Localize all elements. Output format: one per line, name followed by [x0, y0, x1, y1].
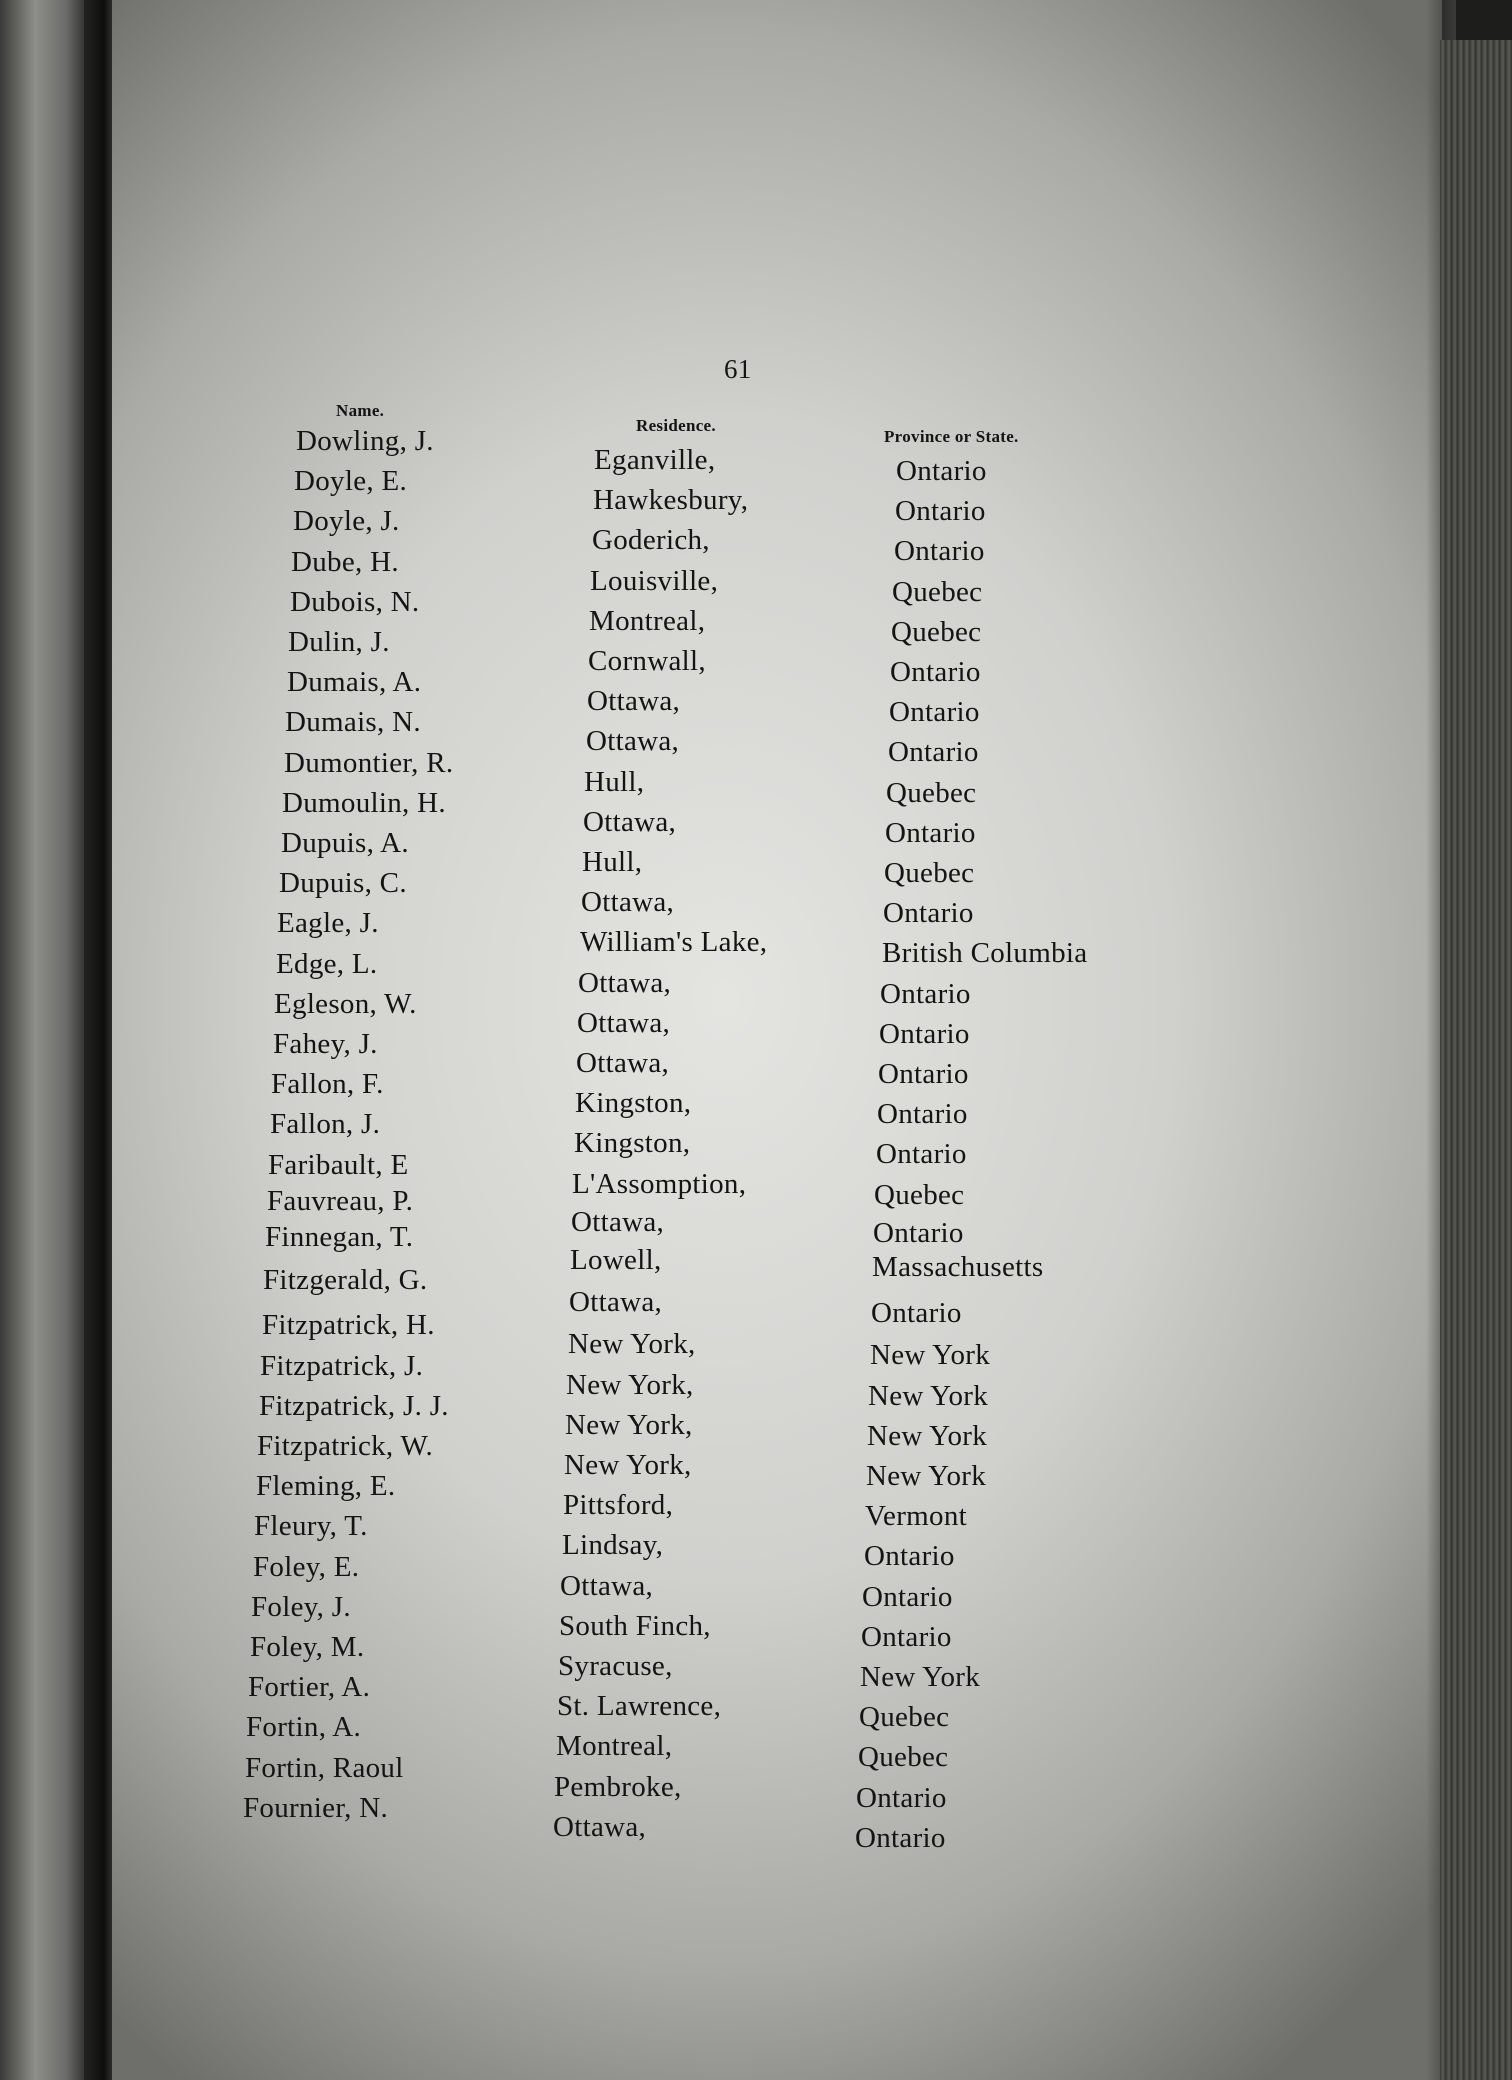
roster-residence-cell: Pembroke,: [554, 1771, 682, 1803]
roster-residence-cell: Goderich,: [592, 524, 710, 556]
roster-name-cell: Foley, J.: [251, 1591, 351, 1623]
roster-name-cell: Finnegan, T.: [265, 1221, 414, 1253]
roster-name-cell: Dube, H.: [291, 546, 399, 578]
roster-name-cell: Faribault, E: [268, 1149, 409, 1181]
roster-residence-cell: Cornwall,: [588, 645, 706, 677]
roster-province-cell: New York: [868, 1380, 989, 1412]
roster-province-cell: Quebec: [892, 576, 983, 608]
page-number: 61: [724, 354, 752, 384]
roster-province-cell: Ontario: [879, 1018, 970, 1050]
roster-province-cell: New York: [870, 1339, 991, 1371]
roster-name-cell: Fitzpatrick, H.: [262, 1309, 435, 1341]
roster-residence-cell: New York,: [564, 1449, 692, 1481]
roster-name-cell: Fitzpatrick, J. J.: [259, 1390, 449, 1422]
column-header-province: Province or State.: [884, 427, 1019, 446]
roster-province-cell: British Columbia: [882, 937, 1088, 969]
roster-residence-cell: Ottawa,: [571, 1206, 665, 1238]
roster-residence-cell: New York,: [566, 1369, 694, 1401]
roster-province-cell: Ontario: [888, 736, 979, 768]
roster-residence-cell: Ottawa,: [576, 1047, 670, 1079]
roster-name-cell: Edge, L.: [276, 948, 378, 980]
roster-province-cell: New York: [867, 1420, 988, 1452]
roster-province-cell: Quebec: [858, 1741, 949, 1773]
roster-name-cell: Dupuis, A.: [281, 827, 409, 859]
roster-residence-cell: Montreal,: [556, 1730, 673, 1762]
roster-name-cell: Dumais, N.: [285, 706, 421, 738]
roster-province-cell: Massachusetts: [872, 1251, 1044, 1283]
roster-residence-cell: Lindsay,: [562, 1529, 664, 1561]
roster-province-cell: Ontario: [861, 1621, 952, 1653]
roster-residence-cell: South Finch,: [559, 1610, 711, 1642]
roster-name-cell: Foley, E.: [253, 1551, 360, 1583]
roster-province-cell: Ontario: [895, 495, 986, 527]
roster-name-cell: Fauvreau, P.: [267, 1185, 414, 1217]
roster-name-cell: Eagle, J.: [277, 907, 379, 939]
roster-province-cell: Ontario: [890, 656, 981, 688]
roster-province-cell: Vermont: [865, 1500, 967, 1532]
roster-province-cell: New York: [860, 1661, 981, 1693]
roster-name-cell: Dowling, J.: [296, 425, 434, 457]
page-stack-edge: [1440, 40, 1512, 2080]
roster-name-cell: Fleming, E.: [256, 1470, 396, 1502]
roster-province-cell: Quebec: [859, 1701, 950, 1733]
roster-residence-cell: Ottawa,: [586, 725, 680, 757]
roster-residence-cell: Ottawa,: [578, 967, 672, 999]
column-header-name: Name.: [336, 401, 385, 420]
roster-residence-cell: Ottawa,: [569, 1286, 663, 1318]
roster-name-cell: Dumoulin, H.: [282, 787, 446, 819]
roster-province-cell: Ontario: [876, 1138, 967, 1170]
roster-name-cell: Fortier, A.: [248, 1671, 371, 1703]
roster-name-cell: Dumais, A.: [287, 666, 422, 698]
roster-name-cell: Egleson, W.: [274, 988, 417, 1020]
roster-residence-cell: Pittsford,: [563, 1489, 674, 1521]
roster-name-cell: Fortin, A.: [246, 1711, 361, 1743]
roster-residence-cell: Louisville,: [590, 565, 719, 597]
roster-name-cell: Fortin, Raoul: [245, 1752, 404, 1784]
roster-province-cell: New York: [866, 1460, 987, 1492]
roster-name-cell: Fahey, J.: [273, 1028, 378, 1060]
roster-name-cell: Dupuis, C.: [279, 867, 407, 899]
roster-province-cell: Ontario: [883, 897, 974, 929]
roster-residence-cell: Ottawa,: [553, 1811, 647, 1843]
roster-name-cell: Dumontier, R.: [284, 747, 454, 779]
roster-province-cell: Ontario: [873, 1217, 964, 1249]
roster-residence-cell: Ottawa,: [581, 886, 675, 918]
roster-residence-cell: Hull,: [584, 766, 645, 798]
roster-residence-cell: Ottawa,: [560, 1570, 654, 1602]
roster-residence-cell: New York,: [568, 1328, 696, 1360]
roster-residence-cell: Ottawa,: [583, 806, 677, 838]
roster-province-cell: Ontario: [885, 817, 976, 849]
roster-residence-cell: Hawkesbury,: [593, 484, 749, 516]
roster-residence-cell: Ottawa,: [577, 1007, 671, 1039]
roster-residence-cell: L'Assomption,: [572, 1168, 747, 1200]
roster-name-cell: Fitzgerald, G.: [263, 1264, 428, 1296]
roster-province-cell: Quebec: [874, 1179, 965, 1211]
roster-residence-cell: Montreal,: [589, 605, 706, 637]
roster-name-cell: Dubois, N.: [290, 586, 420, 618]
roster-name-cell: Fitzpatrick, J.: [260, 1350, 424, 1382]
roster-province-cell: Ontario: [871, 1297, 962, 1329]
roster-province-cell: Ontario: [855, 1822, 946, 1854]
roster-residence-cell: Kingston,: [575, 1087, 692, 1119]
roster-name-cell: Doyle, J.: [293, 505, 400, 537]
roster-name-cell: Foley, M.: [250, 1631, 365, 1663]
roster-name-cell: Fleury, T.: [254, 1510, 368, 1542]
roster-name-cell: Fitzpatrick, W.: [257, 1430, 434, 1462]
column-header-residence: Residence.: [636, 416, 716, 435]
roster-residence-cell: St. Lawrence,: [557, 1690, 722, 1722]
roster-name-cell: Dulin, J.: [288, 626, 390, 658]
roster-province-cell: Ontario: [889, 696, 980, 728]
roster-province-cell: Ontario: [877, 1098, 968, 1130]
roster-province-cell: Ontario: [878, 1058, 969, 1090]
roster-residence-cell: William's Lake,: [580, 926, 768, 958]
roster-name-cell: Fournier, N.: [243, 1792, 389, 1824]
roster-province-cell: Ontario: [880, 978, 971, 1010]
roster-residence-cell: Syracuse,: [558, 1650, 673, 1682]
roster-name-cell: Doyle, E.: [294, 465, 408, 497]
roster-province-cell: Quebec: [891, 616, 982, 648]
roster-residence-cell: Ottawa,: [587, 685, 681, 717]
roster-name-cell: Fallon, J.: [270, 1108, 381, 1140]
roster-residence-cell: Eganville,: [594, 444, 716, 476]
roster-province-cell: Ontario: [862, 1581, 953, 1613]
roster-name-cell: Fallon, F.: [271, 1068, 384, 1100]
roster-province-cell: Quebec: [886, 777, 977, 809]
roster-province-cell: Quebec: [884, 857, 975, 889]
roster-residence-cell: New York,: [565, 1409, 693, 1441]
roster-residence-cell: Kingston,: [574, 1127, 691, 1159]
roster-province-cell: Ontario: [864, 1540, 955, 1572]
roster-residence-cell: Hull,: [582, 846, 643, 878]
roster-province-cell: Ontario: [856, 1782, 947, 1814]
roster-province-cell: Ontario: [894, 535, 985, 567]
left-page-edge: [0, 0, 88, 2080]
roster-province-cell: Ontario: [896, 455, 987, 487]
roster-residence-cell: Lowell,: [570, 1244, 662, 1276]
